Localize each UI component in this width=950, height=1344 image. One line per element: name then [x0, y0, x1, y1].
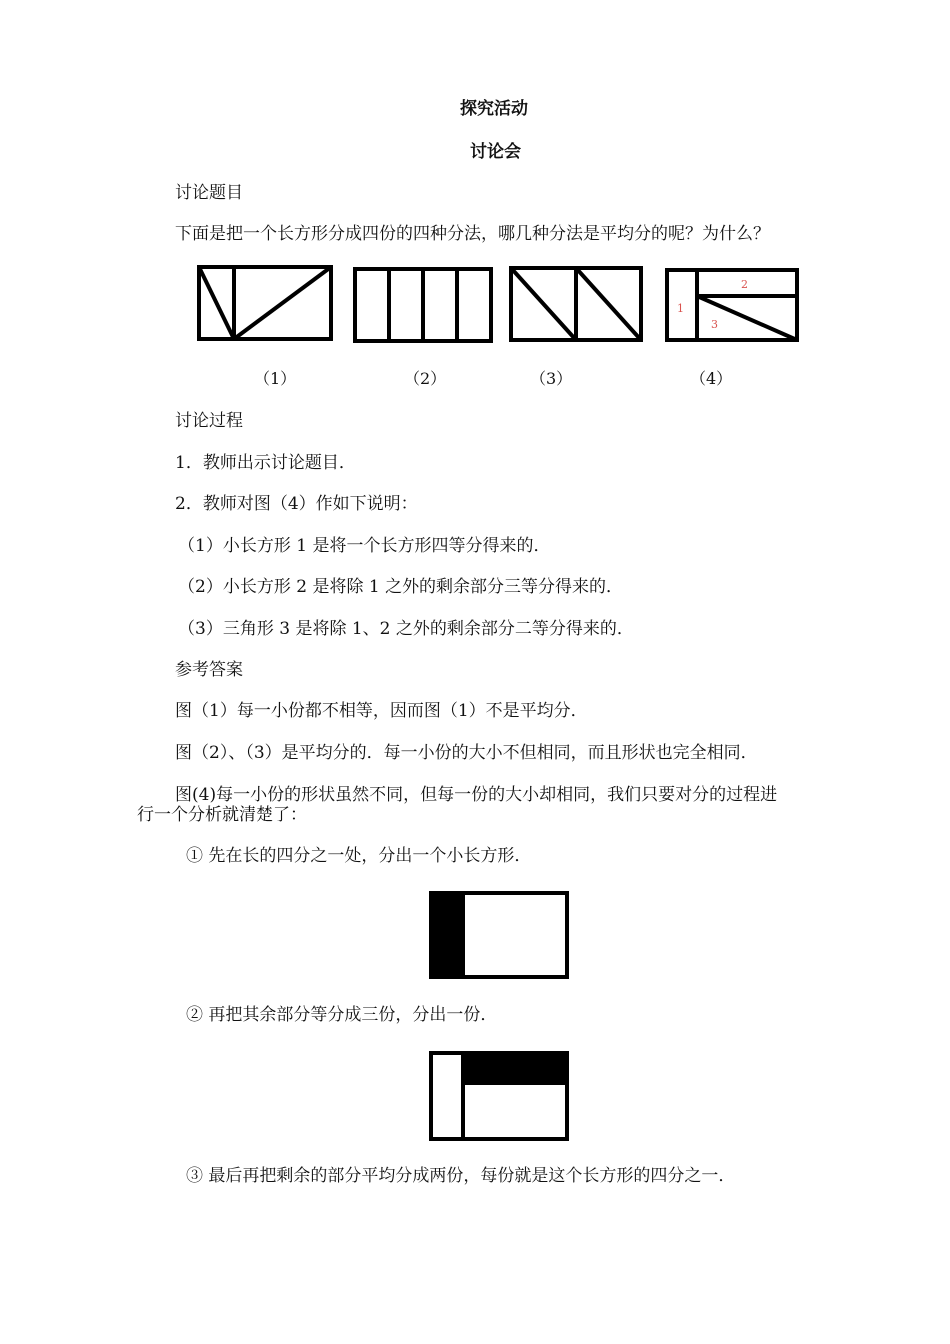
section-answer-heading: 参考答案: [175, 660, 243, 680]
process-step-1: 1．教师出示讨论题目．: [175, 453, 356, 473]
figure-4-label-2: 2: [741, 278, 748, 291]
process-note-2: （2）小长方形 2 是将除 1 之外的剩余部分三等分得来的．: [178, 577, 624, 597]
figure-2-diagram: [352, 266, 494, 344]
question-text: 下面是把一个长方形分成四份的四种分法，哪几种分法是平均分的呢？为什么？: [175, 224, 770, 244]
step-3-text: ③ 最后再把剩余的部分平均分成两份，每份就是这个长方形的四分之一．: [186, 1166, 736, 1186]
figure-1-caption: （1）: [254, 369, 297, 388]
step-2-text: ② 再把其余部分等分成三份，分出一份．: [186, 1005, 498, 1025]
answer-paragraph-1: 图（1）每一小份都不相等，因而图（1）不是平均分．: [175, 701, 588, 721]
step-1-text: ① 先在长的四分之一处，分出一个小长方形．: [186, 846, 532, 866]
section-topic-heading: 讨论题目: [175, 183, 243, 203]
figure-4-label-1: 1: [677, 302, 684, 315]
figure-1-diagram: [196, 262, 336, 344]
process-note-3: （3）三角形 3 是将除 1、2 之外的剩余部分二等分得来的．: [178, 619, 634, 639]
answer-paragraph-3-line-1: 图(4)每一小份的形状虽然不同，但每一份的大小却相同，我们只要对分的过程进: [175, 785, 778, 805]
step-2-diagram: [428, 1050, 570, 1142]
figure-4-diagram: [664, 266, 802, 344]
process-step-2: 2．教师对图（4）作如下说明：: [175, 494, 418, 514]
process-note-1: （1）小长方形 1 是将一个长方形四等分得来的．: [178, 536, 551, 556]
answer-paragraph-2: 图（2）、（3）是平均分的．每一小份的大小不但相同，而且形状也完全相同．: [175, 743, 758, 763]
page-title: 探究活动: [460, 99, 528, 119]
figure-2-caption: （2）: [404, 369, 447, 388]
figure-3-caption: （3）: [530, 369, 573, 388]
section-process-heading: 讨论过程: [175, 411, 243, 431]
figure-4-caption: （4）: [690, 369, 733, 388]
answer-paragraph-3-line-2: 行一个分析就清楚了：: [137, 805, 307, 825]
figure-4-label-3: 3: [711, 318, 718, 331]
page-subtitle: 讨论会: [470, 142, 521, 162]
figure-3-diagram: [508, 264, 646, 344]
step-1-diagram: [428, 890, 570, 980]
